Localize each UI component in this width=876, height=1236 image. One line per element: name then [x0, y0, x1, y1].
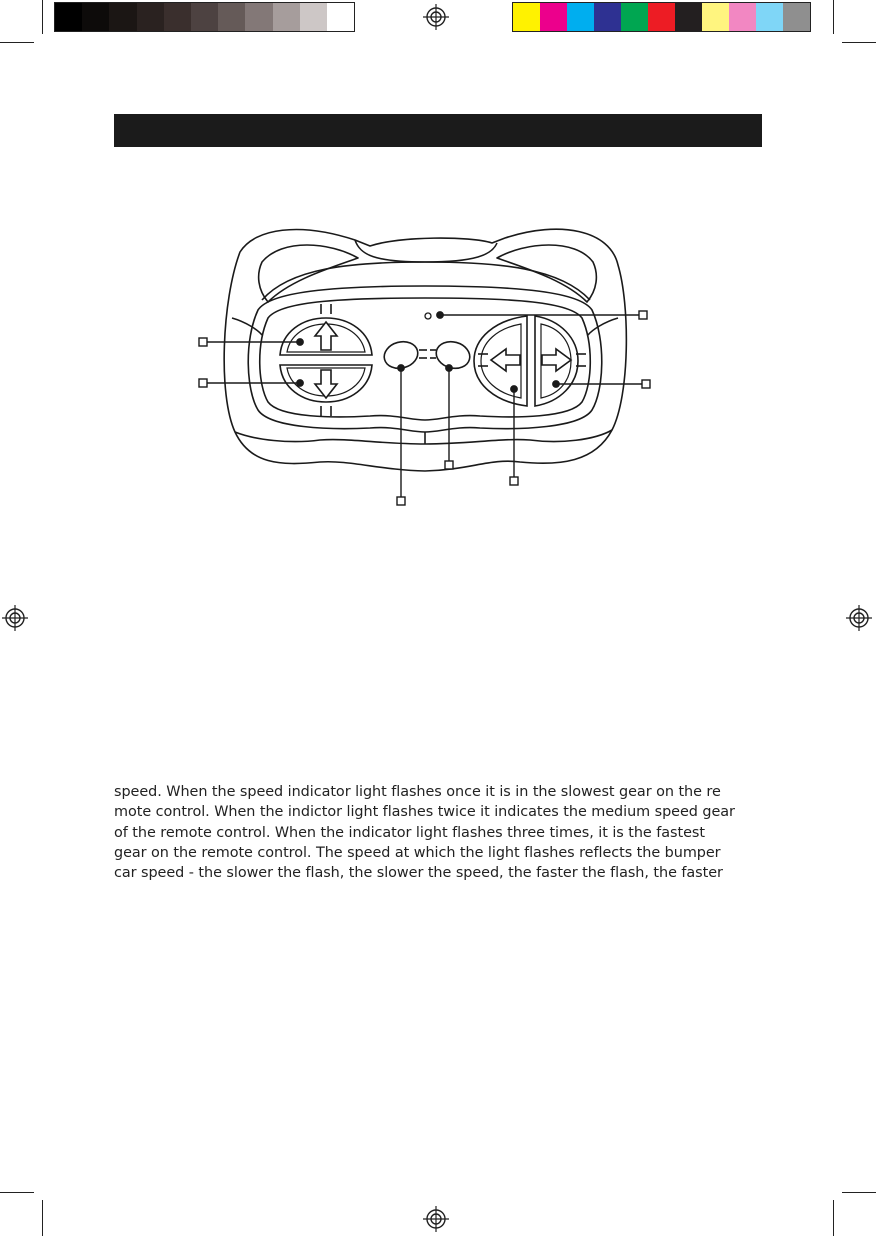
color-swatch — [783, 3, 810, 31]
paragraph-line: car speed - the slower the flash, the slower the speed, the faster the flash, the faster — [114, 865, 723, 882]
trim-mark — [833, 0, 834, 34]
color-swatch — [540, 3, 567, 31]
speed-indicator-paragraph — [114, 782, 762, 883]
callout-marker-oval-left — [397, 497, 405, 505]
registration-mark-icon — [846, 605, 872, 631]
up-arrow-icon — [315, 322, 337, 350]
callout-marker-indicator — [639, 311, 647, 319]
speed-indicator-light — [425, 313, 431, 319]
left-arrow-icon — [491, 349, 520, 371]
color-swatch — [621, 3, 648, 31]
callout-marker-up — [199, 338, 207, 346]
color-swatch — [675, 3, 702, 31]
color-swatch — [245, 3, 272, 31]
color-swatch — [513, 3, 540, 31]
trim-mark — [0, 42, 34, 43]
color-swatch — [273, 3, 300, 31]
paragraph-line: gear on the remote control. The speed at which the light flashes reflects the bumper — [114, 844, 721, 861]
oval-button-right — [433, 338, 473, 372]
registration-mark-icon — [2, 605, 28, 631]
grayscale-color-bar — [54, 2, 355, 32]
color-swatch — [55, 3, 82, 31]
trim-mark — [842, 42, 876, 43]
paragraph-line: mote control. When the indictor light flashes twice it indicates the medium speed gear — [114, 804, 735, 821]
paragraph-line: of the remote control. When the indicator light flashes three times, it is the fastest — [114, 824, 705, 841]
color-swatch — [756, 3, 783, 31]
color-swatch — [594, 3, 621, 31]
down-arrow-icon — [315, 370, 337, 398]
trim-mark — [42, 1200, 43, 1236]
trim-mark — [42, 0, 43, 34]
color-swatch — [137, 3, 164, 31]
color-swatch — [648, 3, 675, 31]
trim-mark — [833, 1200, 834, 1236]
registration-mark-icon — [423, 1206, 449, 1232]
color-swatch — [82, 3, 109, 31]
right-arrow-icon — [542, 349, 571, 371]
callout-marker-down — [199, 379, 207, 387]
registration-mark-icon — [423, 4, 449, 30]
color-swatch — [702, 3, 729, 31]
color-swatch — [218, 3, 245, 31]
remote-control-diagram — [190, 215, 660, 515]
trim-mark — [842, 1192, 876, 1193]
color-swatch — [729, 3, 756, 31]
color-swatch — [191, 3, 218, 31]
process-color-bar — [512, 2, 811, 32]
color-swatch — [567, 3, 594, 31]
color-swatch — [300, 3, 327, 31]
section-header-bar — [114, 114, 762, 147]
trim-mark — [0, 1192, 34, 1193]
paragraph-line: speed. When the speed indicator light flashes once it is in the slowest gear on the re — [114, 784, 721, 800]
color-swatch — [164, 3, 191, 31]
callout-marker-oval-right — [445, 461, 453, 469]
callout-marker-right — [642, 380, 650, 388]
callout-marker-left — [510, 477, 518, 485]
color-swatch — [109, 3, 136, 31]
color-swatch — [327, 3, 354, 31]
